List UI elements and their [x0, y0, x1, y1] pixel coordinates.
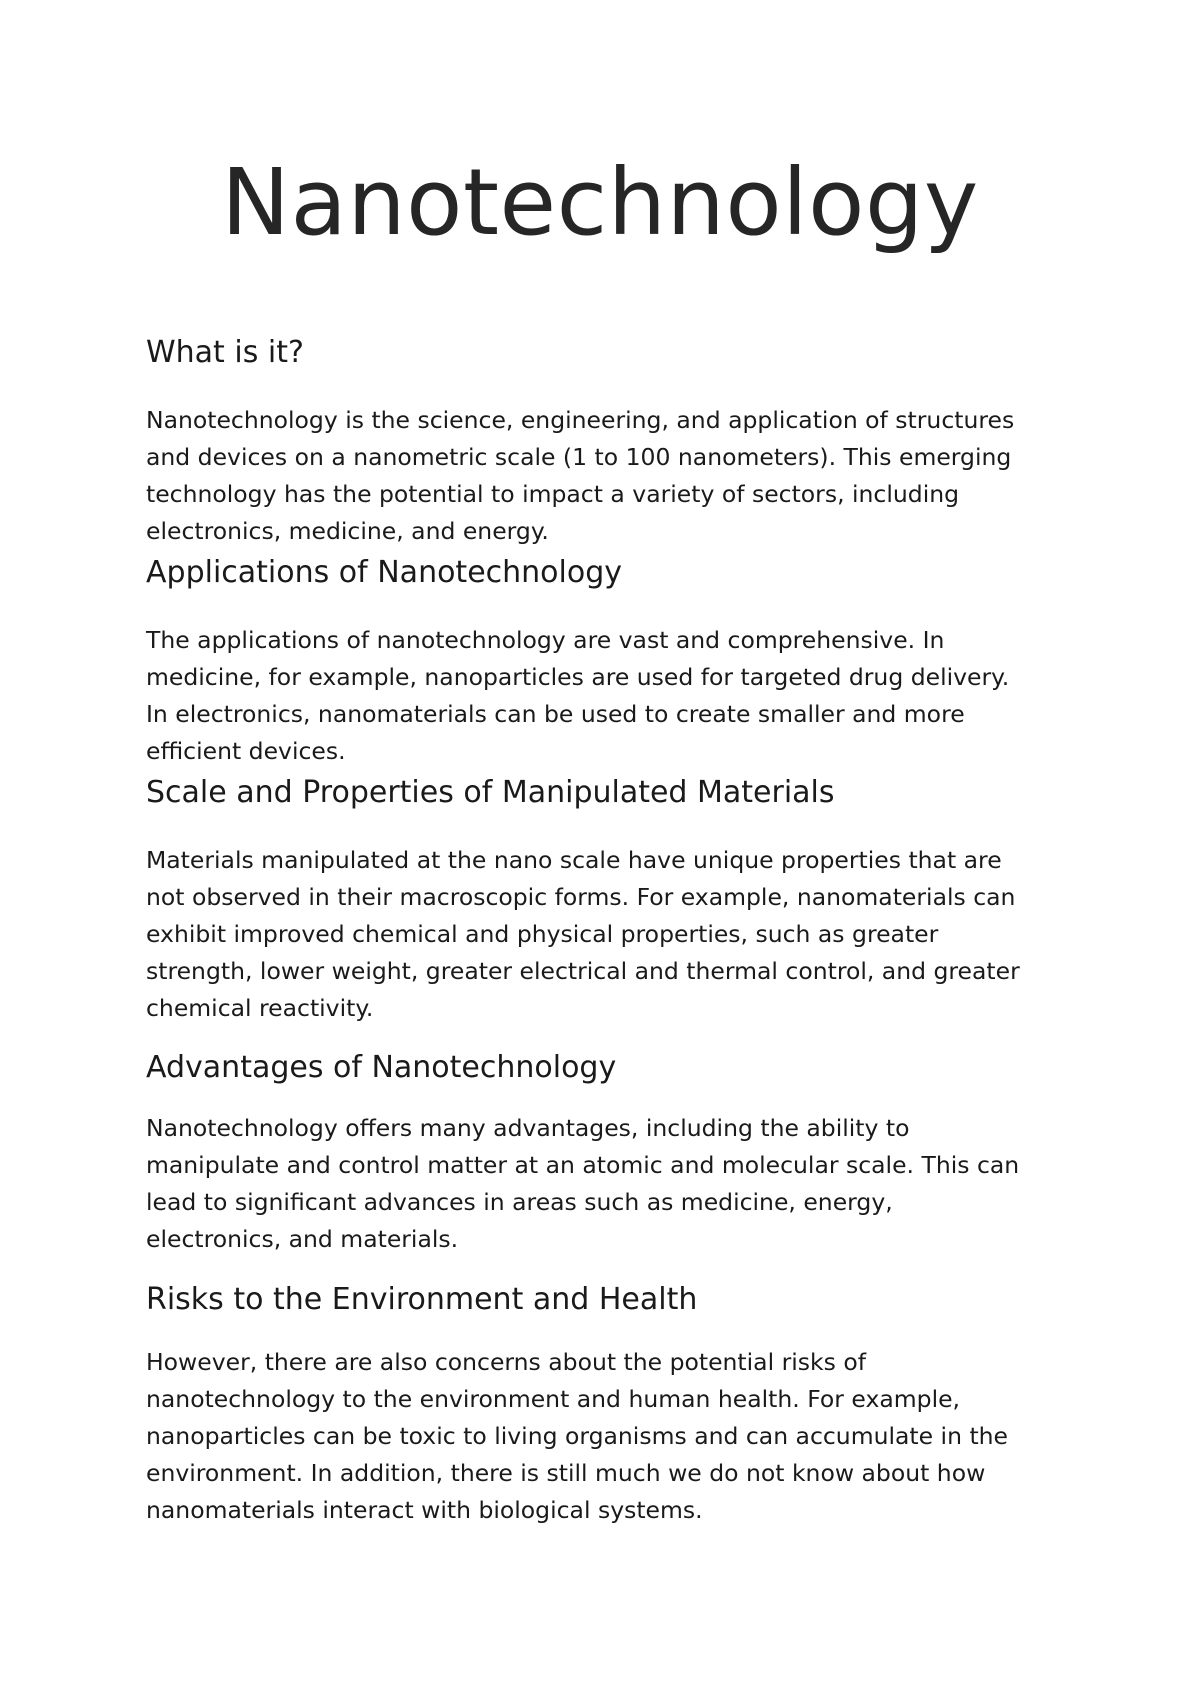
paragraph-line: technology has the potential to impact a variety of sectors, including [146, 480, 960, 508]
paragraph-line: manipulate and control matter at an atomic and molecular scale. This can [146, 1151, 1020, 1179]
paragraph-line: chemical reactivity. [146, 994, 374, 1022]
paragraph-line: In electronics, nanomaterials can be used to create smaller and more [146, 700, 965, 728]
paragraph-line: Nanotechnology is the science, engineering, and application of structures [146, 406, 1015, 434]
paragraph-line: and devices on a nanometric scale (1 to 100 nanometers). This emerging [146, 443, 1012, 471]
paragraph-line: Nanotechnology offers many advantages, including the ability to [146, 1114, 910, 1142]
paragraph-line: lead to significant advances in areas such as medicine, energy, [146, 1188, 893, 1216]
section-paragraph-scale-properties [146, 842, 1076, 1027]
section-heading-risks: Risks to the Environment and Health [146, 1282, 698, 1317]
paragraph-line: However, there are also concerns about the potential risks of [146, 1348, 866, 1376]
section-paragraph-advantages [146, 1110, 1076, 1258]
section-paragraph-what-is-it [146, 402, 1076, 550]
paragraph-line: not observed in their macroscopic forms. For example, nanomaterials can [146, 883, 1016, 911]
paragraph-line: electronics, and materials. [146, 1225, 459, 1253]
paragraph-line: Materials manipulated at the nano scale have unique properties that are [146, 846, 1002, 874]
document-title: Nanotechnology [221, 149, 979, 256]
section-heading-scale-properties: Scale and Properties of Manipulated Materials [146, 775, 835, 810]
section-paragraph-risks [146, 1344, 1076, 1529]
paragraph-line: exhibit improved chemical and physical properties, such as greater [146, 920, 939, 948]
paragraph-line: electronics, medicine, and energy. [146, 517, 549, 545]
paragraph-line: environment. In addition, there is still much we do not know about how [146, 1459, 986, 1487]
section-heading-advantages: Advantages of Nanotechnology [146, 1050, 617, 1085]
paragraph-line: nanomaterials interact with biological systems. [146, 1496, 703, 1524]
section-heading-what-is-it: What is it? [146, 335, 304, 370]
paragraph-line: strength, lower weight, greater electrical and thermal control, and greater [146, 957, 1020, 985]
section-heading-applications: Applications of Nanotechnology [146, 555, 623, 590]
paragraph-line: nanoparticles can be toxic to living organisms and can accumulate in the [146, 1422, 1009, 1450]
paragraph-line: medicine, for example, nanoparticles are used for targeted drug delivery. [146, 663, 1010, 691]
paragraph-line: The applications of nanotechnology are vast and comprehensive. In [146, 626, 945, 654]
section-paragraph-applications [146, 622, 1076, 770]
paragraph-line: nanotechnology to the environment and human health. For example, [146, 1385, 961, 1413]
paragraph-line: efficient devices. [146, 737, 346, 765]
